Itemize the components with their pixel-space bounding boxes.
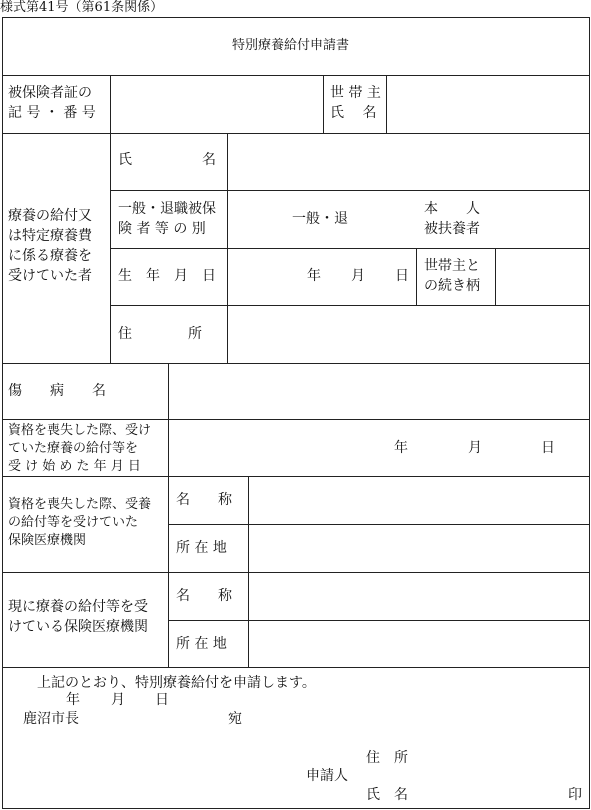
householder-name-field[interactable] [394,96,582,116]
curr-institution-label-line1: 現に療養の給付等を受 [8,599,148,615]
declaration-month-unit: 月 [111,692,125,708]
insurance-card-label-line1: 被保険者証の [8,85,92,101]
declaration-day-unit: 日 [155,692,169,708]
start-day-unit: 日 [541,440,555,456]
category-label-line1: 一般・退職被保 [118,201,216,217]
curr-institution-name-field[interactable] [256,589,582,609]
curr-institution-name-label: 名 称 [176,588,232,604]
start-month-unit: 月 [468,440,482,456]
householder-label-line1: 世 帯 主 [330,85,381,101]
seal-mark: 印 [568,787,582,803]
birth-date-label: 生 年 月 日 [118,268,216,284]
recipient-address-label: 住 所 [118,326,202,342]
prev-institution-location-label: 所 在 地 [176,540,227,556]
curr-institution-label-line2: けている保険医療機関 [8,619,148,635]
relation-label-line1: 世帯主と [424,258,480,274]
recipient-section-label-line4: 受けていた者 [8,268,92,284]
start-date-label-line1: 資格を喪失した際、受け [8,423,152,438]
disease-label: 傷 病 名 [8,383,106,399]
applicant-label: 申請人 [306,768,348,784]
start-date-label-line2: ていた療養の給付等を [8,441,139,456]
recipient-section-label-line2: は特定療養費 [8,228,92,244]
category-value[interactable]: 一般・退 [292,211,348,227]
relation-field[interactable] [503,269,583,289]
start-date-label-line3: 受 け 始 め た 年 月 日 [8,459,141,474]
prev-institution-location-field[interactable] [256,541,582,561]
relation-type-dependent[interactable]: 被扶養者 [424,221,480,237]
recipient-name-field[interactable] [236,153,582,173]
declaration-statement: 上記のとおり、特別療養給付を申請します。 [37,675,316,691]
disease-field[interactable] [176,384,582,404]
birth-month-unit: 月 [351,268,365,284]
addressee-suffix: 宛 [228,711,242,727]
recipient-section-label-line3: に係る療養を [8,248,92,264]
curr-institution-location-label: 所 在 地 [176,636,227,652]
birth-year-unit: 年 [307,268,321,284]
recipient-address-field[interactable] [236,327,582,347]
householder-label-line2: 氏 名 [330,105,377,121]
insurance-card-label-line2: 記 号 ・ 番 号 [8,105,96,121]
recipient-name-label: 氏 名 [118,152,216,168]
prev-institution-name-label: 名 称 [176,492,232,508]
prev-institution-label-line2: の給付等を受けていた [8,515,139,530]
curr-institution-location-field[interactable] [256,637,582,657]
recipient-section-label-line1: 療養の給付又 [8,208,92,224]
category-label-line2: 険 者 等 の 別 [118,221,206,237]
applicant-name-label: 氏 名 [366,787,408,803]
insurance-card-field[interactable] [120,96,316,116]
form-title: 特別療養給付申請書 [232,38,350,53]
applicant-address-label: 住 所 [366,750,408,766]
prev-institution-name-field[interactable] [256,493,582,513]
form-number: 様式第41号（第61条関係） [0,0,164,15]
birth-day-unit: 日 [395,268,409,284]
addressee: 鹿沼市長 [23,711,79,727]
start-year-unit: 年 [394,440,408,456]
relation-type-self[interactable]: 本 人 [424,201,480,217]
declaration-year-unit: 年 [66,692,80,708]
relation-label-line2: の続き柄 [424,278,480,294]
prev-institution-label-line3: 保険医療機関 [8,533,87,548]
prev-institution-label-line1: 資格を喪失した際、受養 [8,497,152,512]
